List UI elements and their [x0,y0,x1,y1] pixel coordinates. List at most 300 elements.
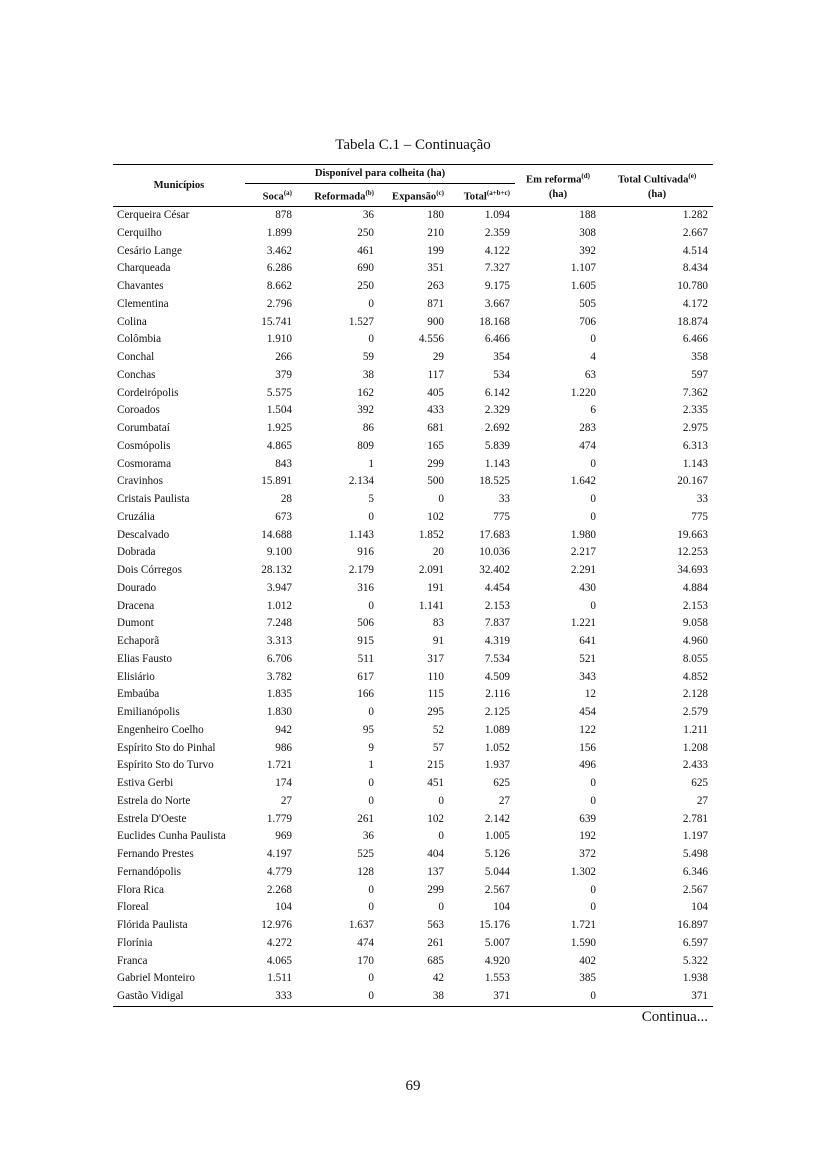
cell-soca: 1.830 [266,706,292,718]
cell-em-reforma: 122 [579,723,596,736]
cell-municipio: Estrela do Norte [117,794,191,807]
header-total-cultivada-unit: (ha) [647,188,667,200]
cell-reformada: 506 [357,617,374,630]
cell-total-cultivada: 12.253 [677,546,708,559]
cell-soca: 942 [275,723,292,736]
cell-expansao: 29 [432,351,444,363]
cell-expansao: 180 [427,209,444,221]
cell-soca: 986 [275,741,292,754]
cell-em-reforma: 0 [515,988,601,1006]
cell-reformada: 250 [357,226,374,239]
table-row [113,899,713,917]
cell-total: 1.094 [484,209,510,221]
cell-reformada: 261 [357,812,374,825]
header-total-cultivada [601,165,713,207]
header-reformada-sup: (b) [365,188,374,197]
cell-total: 4.920 [484,954,510,967]
cell-reformada: 0 [368,333,374,346]
cell-municipio: Cosmópolis [117,439,171,452]
cell-total: 371 [449,988,515,1006]
cell-municipio: Engenheiro Coelho [117,723,204,736]
cell-total-cultivada: 20.167 [677,475,708,488]
cell-total: 2.116 [485,688,510,701]
cell-total: 1.143 [484,457,510,470]
cell-em-reforma: 1.302 [570,865,596,878]
header-reformada-label: Reformada [314,191,366,203]
cell-reformada: 690 [357,262,374,275]
cell-soca: 28.132 [261,564,292,576]
cell-expansao: 433 [427,404,444,417]
cell-municipio: Cosmorama [117,457,172,470]
cell-reformada: 0 [368,972,374,985]
cell-expansao: 0 [438,794,444,807]
cell-em-reforma: 192 [579,830,596,843]
cell-municipio: Conchal [117,351,155,363]
cell-expansao: 4.556 [418,333,444,346]
cell-municipio: Fernandópolis [117,865,182,878]
table-row [113,935,713,953]
header-soca [245,184,297,207]
cell-expansao: 871 [427,297,444,310]
cell-municipio: Elisiário [117,670,155,683]
cell-expansao: 210 [427,226,444,239]
cell-total: 18.525 [479,475,510,488]
cell-em-reforma: 156 [579,741,596,754]
cell-municipio: Cerqueira César [117,209,190,221]
cell-total: 1.052 [484,741,510,754]
cell-reformada: 5 [368,493,374,505]
table-row [113,757,713,775]
cell-total-cultivada: 18.874 [677,315,708,328]
cell-total-cultivada: 625 [691,777,708,789]
cell-expansao: 38 [379,988,449,1006]
cell-expansao: 102 [427,812,444,825]
cell-total: 6.142 [484,386,510,399]
table-row [113,314,713,332]
cell-total: 1.553 [484,972,510,985]
cell-reformada: 0 [297,988,379,1006]
cell-total: 104 [493,901,510,914]
cell-total: 775 [493,510,510,523]
cell-total: 5.839 [484,439,510,452]
continua-label: Continua... [641,1009,708,1025]
cell-em-reforma: 12 [584,688,596,701]
cell-municipio: Cristais Paulista [117,493,190,505]
cell-reformada: 2.179 [348,564,374,576]
cell-em-reforma: 1.980 [570,528,596,541]
cell-total: 27 [498,794,510,807]
cell-em-reforma: 385 [579,972,596,985]
table-row [113,296,713,314]
cell-expansao: 351 [427,262,444,275]
table-row [113,207,713,225]
cell-reformada: 86 [362,422,374,434]
cell-total: 5.126 [484,848,510,860]
cell-em-reforma: 0 [590,777,596,789]
table-row [113,331,713,349]
cell-total: 4.319 [484,635,510,647]
cell-total: 17.683 [479,528,510,541]
cell-em-reforma: 474 [579,439,596,452]
cell-total-cultivada: 775 [691,510,708,523]
cell-em-reforma: 372 [579,848,596,860]
cell-em-reforma: 0 [590,457,596,470]
cell-total: 4.122 [484,244,510,257]
table-row [113,260,713,278]
cell-total: 5.007 [484,936,510,949]
cell-expansao: 42 [432,972,444,985]
cell-expansao: 2.091 [418,564,444,576]
cell-soca: 1.504 [266,404,292,417]
cell-expansao: 199 [427,244,444,257]
cell-total: 4.454 [484,581,510,594]
cell-total-cultivada: 10.780 [677,280,708,292]
cell-expansao: 500 [427,475,444,488]
cell-reformada: 0 [368,510,374,523]
cell-expansao: 215 [427,759,444,772]
cell-reformada: 162 [357,386,374,399]
cell-em-reforma: 2.217 [570,546,596,559]
cell-expansao: 83 [432,617,444,630]
cell-soca: 4.865 [266,439,292,452]
cell-reformada: 0 [368,901,374,914]
cell-soca: 15.741 [261,315,292,328]
cell-total-cultivada: 2.128 [682,688,708,701]
cell-total: 15.176 [479,919,510,931]
cell-total: 2.153 [484,599,510,612]
header-em-reforma-unit: (ha) [548,188,568,200]
header-total-sup: (a+b+c) [486,188,510,197]
cell-total-cultivada: 1.938 [682,972,708,985]
cell-soca: 1.910 [266,333,292,346]
cell-reformada: 617 [357,670,374,683]
cell-total: 7.534 [484,652,510,665]
cell-total-cultivada: 6.346 [682,865,708,878]
cell-total: 354 [493,351,510,363]
cell-expansao: 115 [427,688,444,701]
cell-reformada: 461 [357,244,374,257]
cell-total: 2.567 [484,883,510,896]
cell-municipio: Echaporã [117,635,160,647]
cell-municipio: Espírito Sto do Pinhal [117,741,216,754]
cell-reformada: 36 [362,209,374,221]
cell-soca: 4.272 [266,936,292,949]
cell-municipio: Gabriel Monteiro [117,972,195,985]
header-soca-sup: (a) [283,188,292,197]
cell-reformada: 2.134 [348,475,374,488]
cell-expansao: 137 [427,865,444,878]
table-row [113,544,713,562]
cell-em-reforma: 430 [579,581,596,594]
header-reformada [297,184,379,207]
cell-total-cultivada: 19.663 [677,528,708,541]
cell-soca: 4.197 [266,848,292,860]
cell-total: 1.089 [484,723,510,736]
cell-em-reforma: 0 [590,901,596,914]
cell-soca: 6.286 [266,262,292,275]
cell-municipio: Fernando Prestes [117,848,194,860]
cell-reformada: 525 [357,848,374,860]
header-municipios: Municípios [113,165,245,207]
table-row [113,775,713,793]
table-row [113,846,713,864]
cell-em-reforma: 0 [590,794,596,807]
cell-em-reforma: 402 [579,954,596,967]
cell-expansao: 563 [427,919,444,931]
cell-total: 625 [493,777,510,789]
cell-expansao: 110 [427,670,444,683]
table-row [113,367,713,385]
cell-soca: 3.313 [266,635,292,647]
table-row [113,562,713,580]
header-disponivel: Disponível para colheita (ha) [245,165,515,184]
cell-soca: 6.706 [266,652,292,665]
cell-soca: 3.462 [266,244,292,257]
cell-soca: 878 [275,209,292,221]
cell-municipio: Cravinhos [117,475,163,488]
cell-total-cultivada: 358 [691,351,708,363]
cell-expansao: 1.852 [418,528,444,541]
cell-soca: 9.100 [266,546,292,559]
table-row [113,740,713,758]
header-expansao-label: Expansão [392,191,437,203]
table-row [113,988,713,1006]
cell-reformada: 0 [368,706,374,718]
cell-total: 1.005 [484,830,510,843]
cell-em-reforma: 454 [579,706,596,718]
table-row [113,953,713,971]
cell-em-reforma: 0 [590,599,596,612]
cell-soca: 333 [245,988,297,1006]
cell-em-reforma: 1.642 [570,475,596,488]
cell-total: 4.509 [484,670,510,683]
cell-total: 2.125 [484,706,510,718]
data-table [113,164,713,1007]
table-row [113,278,713,296]
cell-expansao: 263 [427,280,444,292]
cell-reformada: 36 [362,830,374,843]
cell-expansao: 102 [427,510,444,523]
cell-expansao: 299 [427,883,444,896]
cell-total-cultivada: 2.433 [682,759,708,772]
cell-em-reforma: 0 [590,333,596,346]
cell-reformada: 916 [357,546,374,559]
cell-total-cultivada: 6.597 [682,936,708,949]
cell-expansao: 900 [427,315,444,328]
table-row [113,633,713,651]
cell-municipio: Flora Rica [117,883,164,896]
cell-municipio: Estrela D'Oeste [117,812,187,825]
cell-total-cultivada: 4.884 [682,581,708,594]
cell-expansao: 685 [427,954,444,967]
cell-reformada: 474 [357,936,374,949]
cell-expansao: 299 [427,457,444,470]
cell-expansao: 165 [427,439,444,452]
table-row [113,491,713,509]
cell-total-cultivada: 33 [696,493,708,505]
table-row [113,243,713,261]
cell-expansao: 404 [427,848,444,860]
cell-soca: 379 [275,368,292,381]
table-row [113,686,713,704]
cell-total-cultivada: 2.781 [682,812,708,825]
header-expansao-sup: (c) [436,188,444,197]
header-expansao [379,184,449,207]
table-row [113,438,713,456]
cell-total: 3.667 [484,297,510,310]
cell-reformada: 511 [357,652,374,665]
table-row [113,864,713,882]
cell-soca: 1.779 [266,812,292,825]
header-em-reforma-sup: (d) [581,172,590,181]
table-row [113,225,713,243]
cell-municipio: Florínia [117,936,153,949]
cell-total: 9.175 [484,280,510,292]
cell-total-cultivada: 371 [601,988,713,1006]
cell-soca: 969 [275,830,292,843]
header-total [449,184,515,207]
cell-total: 18.168 [479,315,510,328]
cell-soca: 104 [275,901,292,914]
cell-total: 534 [493,368,510,381]
cell-total-cultivada: 2.975 [682,422,708,434]
cell-reformada: 915 [357,635,374,647]
cell-soca: 1.835 [266,688,292,701]
cell-soca: 5.575 [266,386,292,399]
cell-municipio: Franca [117,954,148,967]
cell-total-cultivada: 9.058 [682,617,708,630]
cell-reformada: 1 [368,457,374,470]
cell-reformada: 170 [357,954,374,967]
table-row [113,651,713,669]
cell-municipio: Elias Fausto [117,652,173,665]
table-row [113,473,713,491]
cell-total-cultivada: 1.282 [682,209,708,221]
cell-municipio: Euclides Cunha Paulista [117,830,226,843]
table-title: Tabela C.1 – Continuação [335,137,491,153]
cell-total-cultivada: 6.313 [682,439,708,452]
cell-em-reforma: 1.605 [570,280,596,292]
table-row [113,402,713,420]
cell-soca: 3.782 [266,670,292,683]
cell-em-reforma: 0 [590,510,596,523]
cell-expansao: 117 [427,368,444,381]
cell-soca: 4.779 [266,865,292,878]
page-number: 69 [405,1078,421,1094]
cell-total: 33 [498,493,510,505]
cell-reformada: 1.527 [348,315,374,328]
cell-total-cultivada: 5.498 [682,848,708,860]
cell-municipio: Cesário Lange [117,244,182,257]
cell-expansao: 451 [427,777,444,789]
cell-total-cultivada: 1.208 [682,741,708,754]
cell-municipio: Charqueada [117,262,171,275]
cell-total-cultivada: 2.335 [682,404,708,417]
cell-total-cultivada: 597 [691,368,708,381]
cell-expansao: 1.141 [418,599,444,612]
header-total-label: Total [463,191,487,203]
header-total-cultivada-label: Total Cultivada [617,174,689,186]
cell-reformada: 0 [368,599,374,612]
cell-total-cultivada: 1.211 [683,723,708,736]
header-em-reforma-label: Em reforma [526,174,582,186]
table-row [113,970,713,988]
cell-expansao: 57 [432,741,444,754]
cell-total: 7.837 [484,617,510,630]
cell-reformada: 38 [362,368,374,381]
cell-soca: 3.947 [266,581,292,594]
cell-em-reforma: 1.221 [570,617,596,630]
cell-total-cultivada: 8.055 [682,652,708,665]
cell-expansao: 317 [427,652,444,665]
cell-soca: 28 [280,493,292,505]
cell-total-cultivada: 2.667 [682,226,708,239]
cell-municipio: Corumbataí [117,422,170,434]
table-row [113,704,713,722]
cell-soca: 4.065 [266,954,292,967]
cell-soca: 2.268 [266,883,292,896]
cell-reformada: 1.143 [348,528,374,541]
cell-total-cultivada: 4.172 [682,297,708,310]
cell-reformada: 95 [362,723,374,736]
cell-municipio: Cordeirópolis [117,386,179,399]
cell-total-cultivada: 2.153 [682,599,708,612]
cell-reformada: 166 [357,688,374,701]
cell-total-cultivada: 6.466 [682,333,708,346]
cell-total: 5.044 [484,865,510,878]
table-row [113,349,713,367]
table-body [113,207,713,1007]
cell-em-reforma: 392 [579,244,596,257]
table-row [113,669,713,687]
cell-municipio: Cruzália [117,510,155,523]
cell-reformada: 128 [357,865,374,878]
cell-municipio: Dobrada [117,546,156,559]
cell-em-reforma: 1.107 [570,262,596,275]
table-row [113,882,713,900]
table-row [113,917,713,935]
cell-total-cultivada: 2.579 [682,706,708,718]
cell-reformada: 0 [368,883,374,896]
cell-total-cultivada: 104 [691,901,708,914]
cell-total: 2.142 [484,812,510,825]
cell-municipio: Descalvado [117,528,170,541]
cell-total-cultivada: 1.143 [682,457,708,470]
cell-expansao: 681 [427,422,444,434]
cell-soca: 1.899 [266,226,292,239]
cell-reformada: 9 [368,741,374,754]
cell-total-cultivada: 1.197 [682,830,708,843]
cell-expansao: 405 [427,386,444,399]
cell-soca: 8.662 [266,280,292,292]
cell-municipio: Dumont [117,617,154,630]
cell-total: 6.466 [484,333,510,346]
cell-soca: 27 [280,794,292,807]
cell-municipio: Dracena [117,599,155,612]
cell-em-reforma: 343 [579,670,596,683]
table-row [113,509,713,527]
cell-municipio: Dois Córregos [117,564,182,576]
table-row [113,385,713,403]
cell-soca: 673 [275,510,292,523]
cell-total-cultivada: 4.852 [682,670,708,683]
cell-em-reforma: 496 [579,759,596,772]
cell-soca: 2.796 [266,297,292,310]
cell-expansao: 91 [432,635,444,647]
cell-total: 32.402 [479,564,510,576]
cell-total-cultivada: 7.362 [682,386,708,399]
header-soca-label: Soca [262,191,284,203]
